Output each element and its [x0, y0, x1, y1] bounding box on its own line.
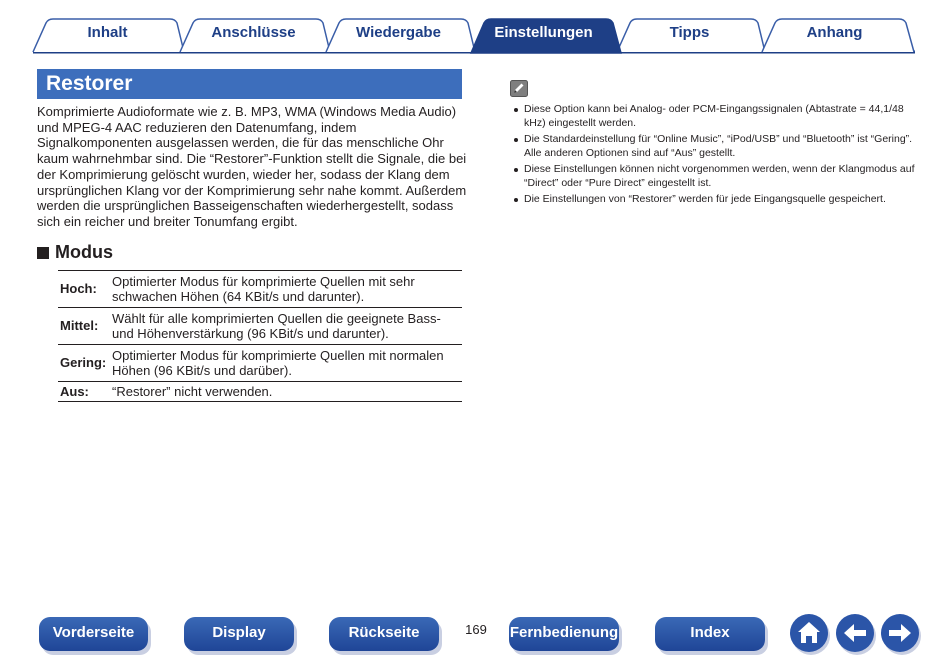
home-icon [790, 614, 828, 652]
mode-description: “Restorer” nicht verwenden. [112, 383, 273, 399]
mode-key: Mittel: [60, 318, 99, 334]
tab-inhalt[interactable]: Inhalt [87, 24, 128, 41]
chapter-tabs [0, 0, 950, 56]
pencil-icon [510, 80, 528, 97]
index-button[interactable]: Index [655, 617, 765, 651]
page-title-bar [37, 69, 462, 99]
square-bullet-icon [37, 247, 49, 259]
next-page-button[interactable] [881, 614, 919, 652]
table-row [58, 345, 462, 382]
arrow-right-icon [881, 614, 919, 652]
tab-einstellungen[interactable]: Einstellungen [494, 24, 593, 41]
note-item: Die Standardeinstellung für “Online Music”, “iPod/USB” und “Bluetooth” ist “Gering”. Alle anderen Optionen sind auf “Aus” gestellt. [512, 133, 922, 161]
remote-control-button[interactable]: Fernbedienung [509, 617, 619, 651]
home-button[interactable] [790, 614, 828, 652]
table-row [58, 308, 462, 345]
mode-description: Optimierter Modus für komprimierte Quellen mit normalen Höhen (96 KBit/s und darüber). [112, 347, 444, 378]
mode-key: Gering: [60, 355, 107, 371]
display-button[interactable]: Display [184, 617, 294, 651]
mode-description: Wählt für alle komprimierten Quellen die geeignete Bass- und Höhenverstärkung (96 KBit/s und darunter). [112, 310, 441, 341]
mode-description: Optimierter Modus für komprimierte Quellen mit sehr schwachen Höhen (64 KBit/s und darunter). [112, 273, 415, 304]
tab-anschluesse[interactable]: Anschlüsse [211, 24, 296, 41]
front-panel-button[interactable]: Vorderseite [39, 617, 148, 651]
tab-anhang[interactable]: Anhang [806, 24, 863, 41]
note-item: Die Einstellungen von “Restorer” werden für jede Eingangsquelle gespeichert. [512, 193, 922, 207]
arrow-left-icon [836, 614, 874, 652]
page-number: 169 [465, 622, 487, 637]
tab-tipps[interactable]: Tipps [669, 24, 710, 41]
note-item: Diese Option kann bei Analog- oder PCM-Eingangssignalen (Abtastrate = 44,1/48 kHz) eingestellt werden. [512, 103, 922, 131]
note-item: Diese Einstellungen können nicht vorgenommen werden, wenn der Klangmodus auf “Direct” oder “Pure Direct” eingestellt ist. [512, 163, 922, 191]
notes-list [512, 103, 922, 210]
intro-paragraph: Komprimierte Audioformate wie z. B. MP3, WMA (Windows Media Audio) und MPEG-4 AAC reduzieren den Datenumfang, indem Signalkomponenten ausgelassen werden, die für das menschliche Ohr kaum wahrnehmbar sind. Die “Restorer”-Funktion stellt die Signale, die bei der Komprimierung gelöscht wurden, wieder her, sodass der Klang dem ursprünglichen Klang vor der Komprimierung sehr nahe kommt. Außerdem werden die ursprünglichen Basseigenschaften wiederhergestellt, sodass sich ein reicher und breiter Tonumfang ergibt. [37, 104, 467, 229]
tab-wiedergabe[interactable]: Wiedergabe [356, 24, 441, 41]
section-heading [37, 241, 113, 263]
page-title: Restorer [46, 72, 133, 95]
section-heading-text: Modus [55, 242, 113, 262]
rear-panel-button[interactable]: Rückseite [329, 617, 439, 651]
previous-page-button[interactable] [836, 614, 874, 652]
table-row [58, 382, 462, 401]
mode-key: Aus: [60, 383, 89, 399]
table-row [58, 271, 462, 308]
mode-table [58, 270, 462, 402]
mode-key: Hoch: [60, 281, 97, 297]
